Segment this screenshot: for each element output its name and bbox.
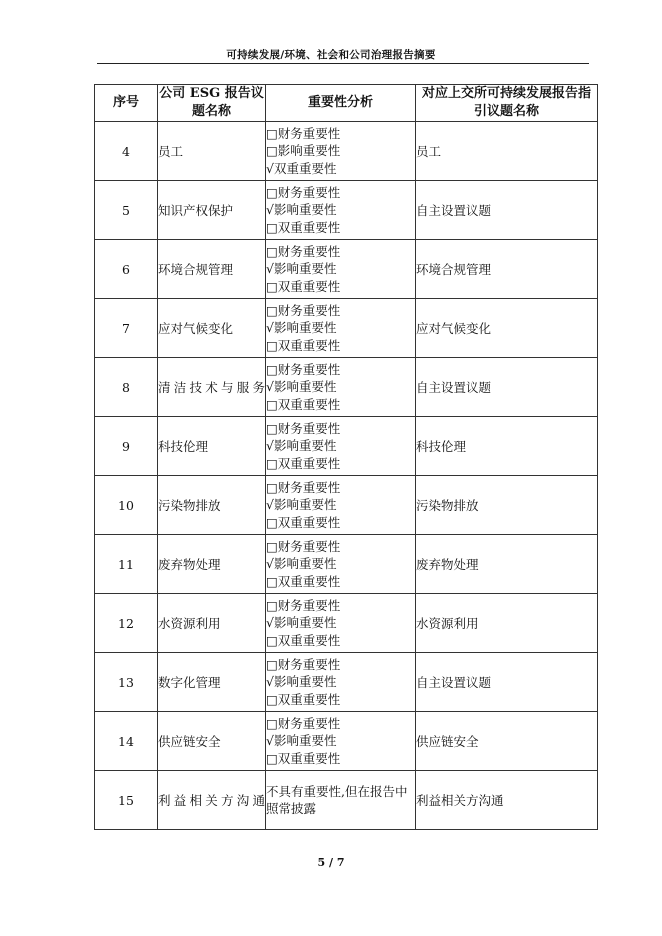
materiality-cell bbox=[266, 299, 416, 358]
table-row bbox=[95, 653, 598, 712]
materiality-cell bbox=[266, 122, 416, 181]
company-topic-cell: 科技伦理 bbox=[158, 417, 266, 476]
row-number: 10 bbox=[95, 476, 158, 535]
table-row bbox=[95, 771, 598, 830]
company-topic-cell: 应对气候变化 bbox=[158, 299, 266, 358]
sse-topic-cell: 污染物排放 bbox=[416, 476, 598, 535]
row-number: 4 bbox=[95, 122, 158, 181]
materiality-option: √影响重要性 bbox=[266, 202, 337, 218]
materiality-cell bbox=[266, 594, 416, 653]
row-number: 14 bbox=[95, 712, 158, 771]
column-header-company-topic: 公司 ESG 报告议题名称 bbox=[158, 85, 266, 122]
materiality-cell bbox=[266, 476, 416, 535]
materiality-option: □双重重要性 bbox=[266, 278, 341, 294]
materiality-option: □双重重要性 bbox=[266, 691, 341, 707]
table-row bbox=[95, 712, 598, 771]
table-row bbox=[95, 122, 598, 181]
row-number: 12 bbox=[95, 594, 158, 653]
header-divider bbox=[97, 63, 589, 64]
column-header-sse-topic: 对应上交所可持续发展报告指引议题名称 bbox=[416, 85, 598, 122]
page-number: 5 / 7 bbox=[317, 856, 345, 869]
materiality-option: √影响重要性 bbox=[266, 615, 337, 631]
materiality-option: √双重重要性 bbox=[266, 160, 337, 176]
row-number: 11 bbox=[95, 535, 158, 594]
company-topic-cell: 环境合规管理 bbox=[158, 240, 266, 299]
sse-topic-cell: 自主设置议题 bbox=[416, 653, 598, 712]
materiality-option: □财务重要性 bbox=[266, 597, 341, 613]
table-row bbox=[95, 299, 598, 358]
page-header-title: 可持续发展/环境、社会和公司治理报告摘要 bbox=[226, 49, 436, 61]
company-topic-cell: 数字化管理 bbox=[158, 653, 266, 712]
sse-topic-cell: 利益相关方沟通 bbox=[416, 771, 598, 830]
table-row bbox=[95, 358, 598, 417]
materiality-option: √影响重要性 bbox=[266, 497, 337, 513]
row-number: 7 bbox=[95, 299, 158, 358]
table-body bbox=[95, 122, 598, 830]
materiality-option: □双重重要性 bbox=[266, 750, 341, 766]
esg-topic-table bbox=[94, 84, 598, 830]
company-topic-cell: 员工 bbox=[158, 122, 266, 181]
column-header-materiality: 重要性分析 bbox=[266, 85, 416, 122]
materiality-option: □财务重要性 bbox=[266, 715, 341, 731]
table-header-row bbox=[95, 85, 598, 122]
company-topic-cell: 供应链安全 bbox=[158, 712, 266, 771]
materiality-option: □财务重要性 bbox=[266, 538, 341, 554]
materiality-option: √影响重要性 bbox=[266, 320, 337, 336]
sse-topic-cell: 科技伦理 bbox=[416, 417, 598, 476]
materiality-option: □财务重要性 bbox=[266, 302, 341, 318]
sse-topic-cell: 自主设置议题 bbox=[416, 181, 598, 240]
row-number: 6 bbox=[95, 240, 158, 299]
column-header-number: 序号 bbox=[95, 85, 158, 122]
row-number: 13 bbox=[95, 653, 158, 712]
materiality-option: √影响重要性 bbox=[266, 438, 337, 454]
sse-topic-cell: 自主设置议题 bbox=[416, 358, 598, 417]
materiality-option: □财务重要性 bbox=[266, 125, 341, 141]
materiality-option: √影响重要性 bbox=[266, 556, 337, 572]
materiality-option: □双重重要性 bbox=[266, 455, 341, 471]
row-number: 8 bbox=[95, 358, 158, 417]
sse-topic-cell: 环境合规管理 bbox=[416, 240, 598, 299]
table-row bbox=[95, 594, 598, 653]
materiality-option: □影响重要性 bbox=[266, 143, 341, 159]
table-row bbox=[95, 476, 598, 535]
company-topic-cell: 污染物排放 bbox=[158, 476, 266, 535]
materiality-option: √影响重要性 bbox=[266, 674, 337, 690]
sse-topic-cell: 供应链安全 bbox=[416, 712, 598, 771]
materiality-cell bbox=[266, 240, 416, 299]
materiality-cell bbox=[266, 653, 416, 712]
table-row bbox=[95, 240, 598, 299]
materiality-option: □财务重要性 bbox=[266, 184, 341, 200]
materiality-option: □双重重要性 bbox=[266, 573, 341, 589]
company-topic-cell: 知识产权保护 bbox=[158, 181, 266, 240]
company-topic-cell: 清洁技术与服务 bbox=[158, 358, 266, 417]
company-topic-cell: 利益相关方沟通 bbox=[158, 771, 266, 830]
materiality-option: √影响重要性 bbox=[266, 379, 337, 395]
materiality-option: □双重重要性 bbox=[266, 632, 341, 648]
materiality-option: □双重重要性 bbox=[266, 396, 341, 412]
sse-topic-cell: 水资源利用 bbox=[416, 594, 598, 653]
materiality-cell bbox=[266, 771, 416, 830]
materiality-cell bbox=[266, 358, 416, 417]
table-row bbox=[95, 535, 598, 594]
materiality-cell bbox=[266, 535, 416, 594]
materiality-cell bbox=[266, 712, 416, 771]
materiality-option: 不具有重要性,但在报告中照常披露 bbox=[266, 783, 408, 816]
materiality-option: □财务重要性 bbox=[266, 243, 341, 259]
row-number: 5 bbox=[95, 181, 158, 240]
row-number: 15 bbox=[95, 771, 158, 830]
materiality-cell bbox=[266, 417, 416, 476]
company-topic-cell: 水资源利用 bbox=[158, 594, 266, 653]
sse-topic-cell: 应对气候变化 bbox=[416, 299, 598, 358]
materiality-option: □财务重要性 bbox=[266, 479, 341, 495]
materiality-option: □双重重要性 bbox=[266, 514, 341, 530]
materiality-option: □财务重要性 bbox=[266, 361, 341, 377]
table-row bbox=[95, 181, 598, 240]
materiality-cell bbox=[266, 181, 416, 240]
table-row bbox=[95, 417, 598, 476]
materiality-option: □双重重要性 bbox=[266, 219, 341, 235]
materiality-option: □财务重要性 bbox=[266, 656, 341, 672]
sse-topic-cell: 员工 bbox=[416, 122, 598, 181]
company-topic-cell: 废弃物处理 bbox=[158, 535, 266, 594]
materiality-option: √影响重要性 bbox=[266, 261, 337, 277]
materiality-option: √影响重要性 bbox=[266, 733, 337, 749]
materiality-option: □双重重要性 bbox=[266, 337, 341, 353]
materiality-option: □财务重要性 bbox=[266, 420, 341, 436]
row-number: 9 bbox=[95, 417, 158, 476]
sse-topic-cell: 废弃物处理 bbox=[416, 535, 598, 594]
